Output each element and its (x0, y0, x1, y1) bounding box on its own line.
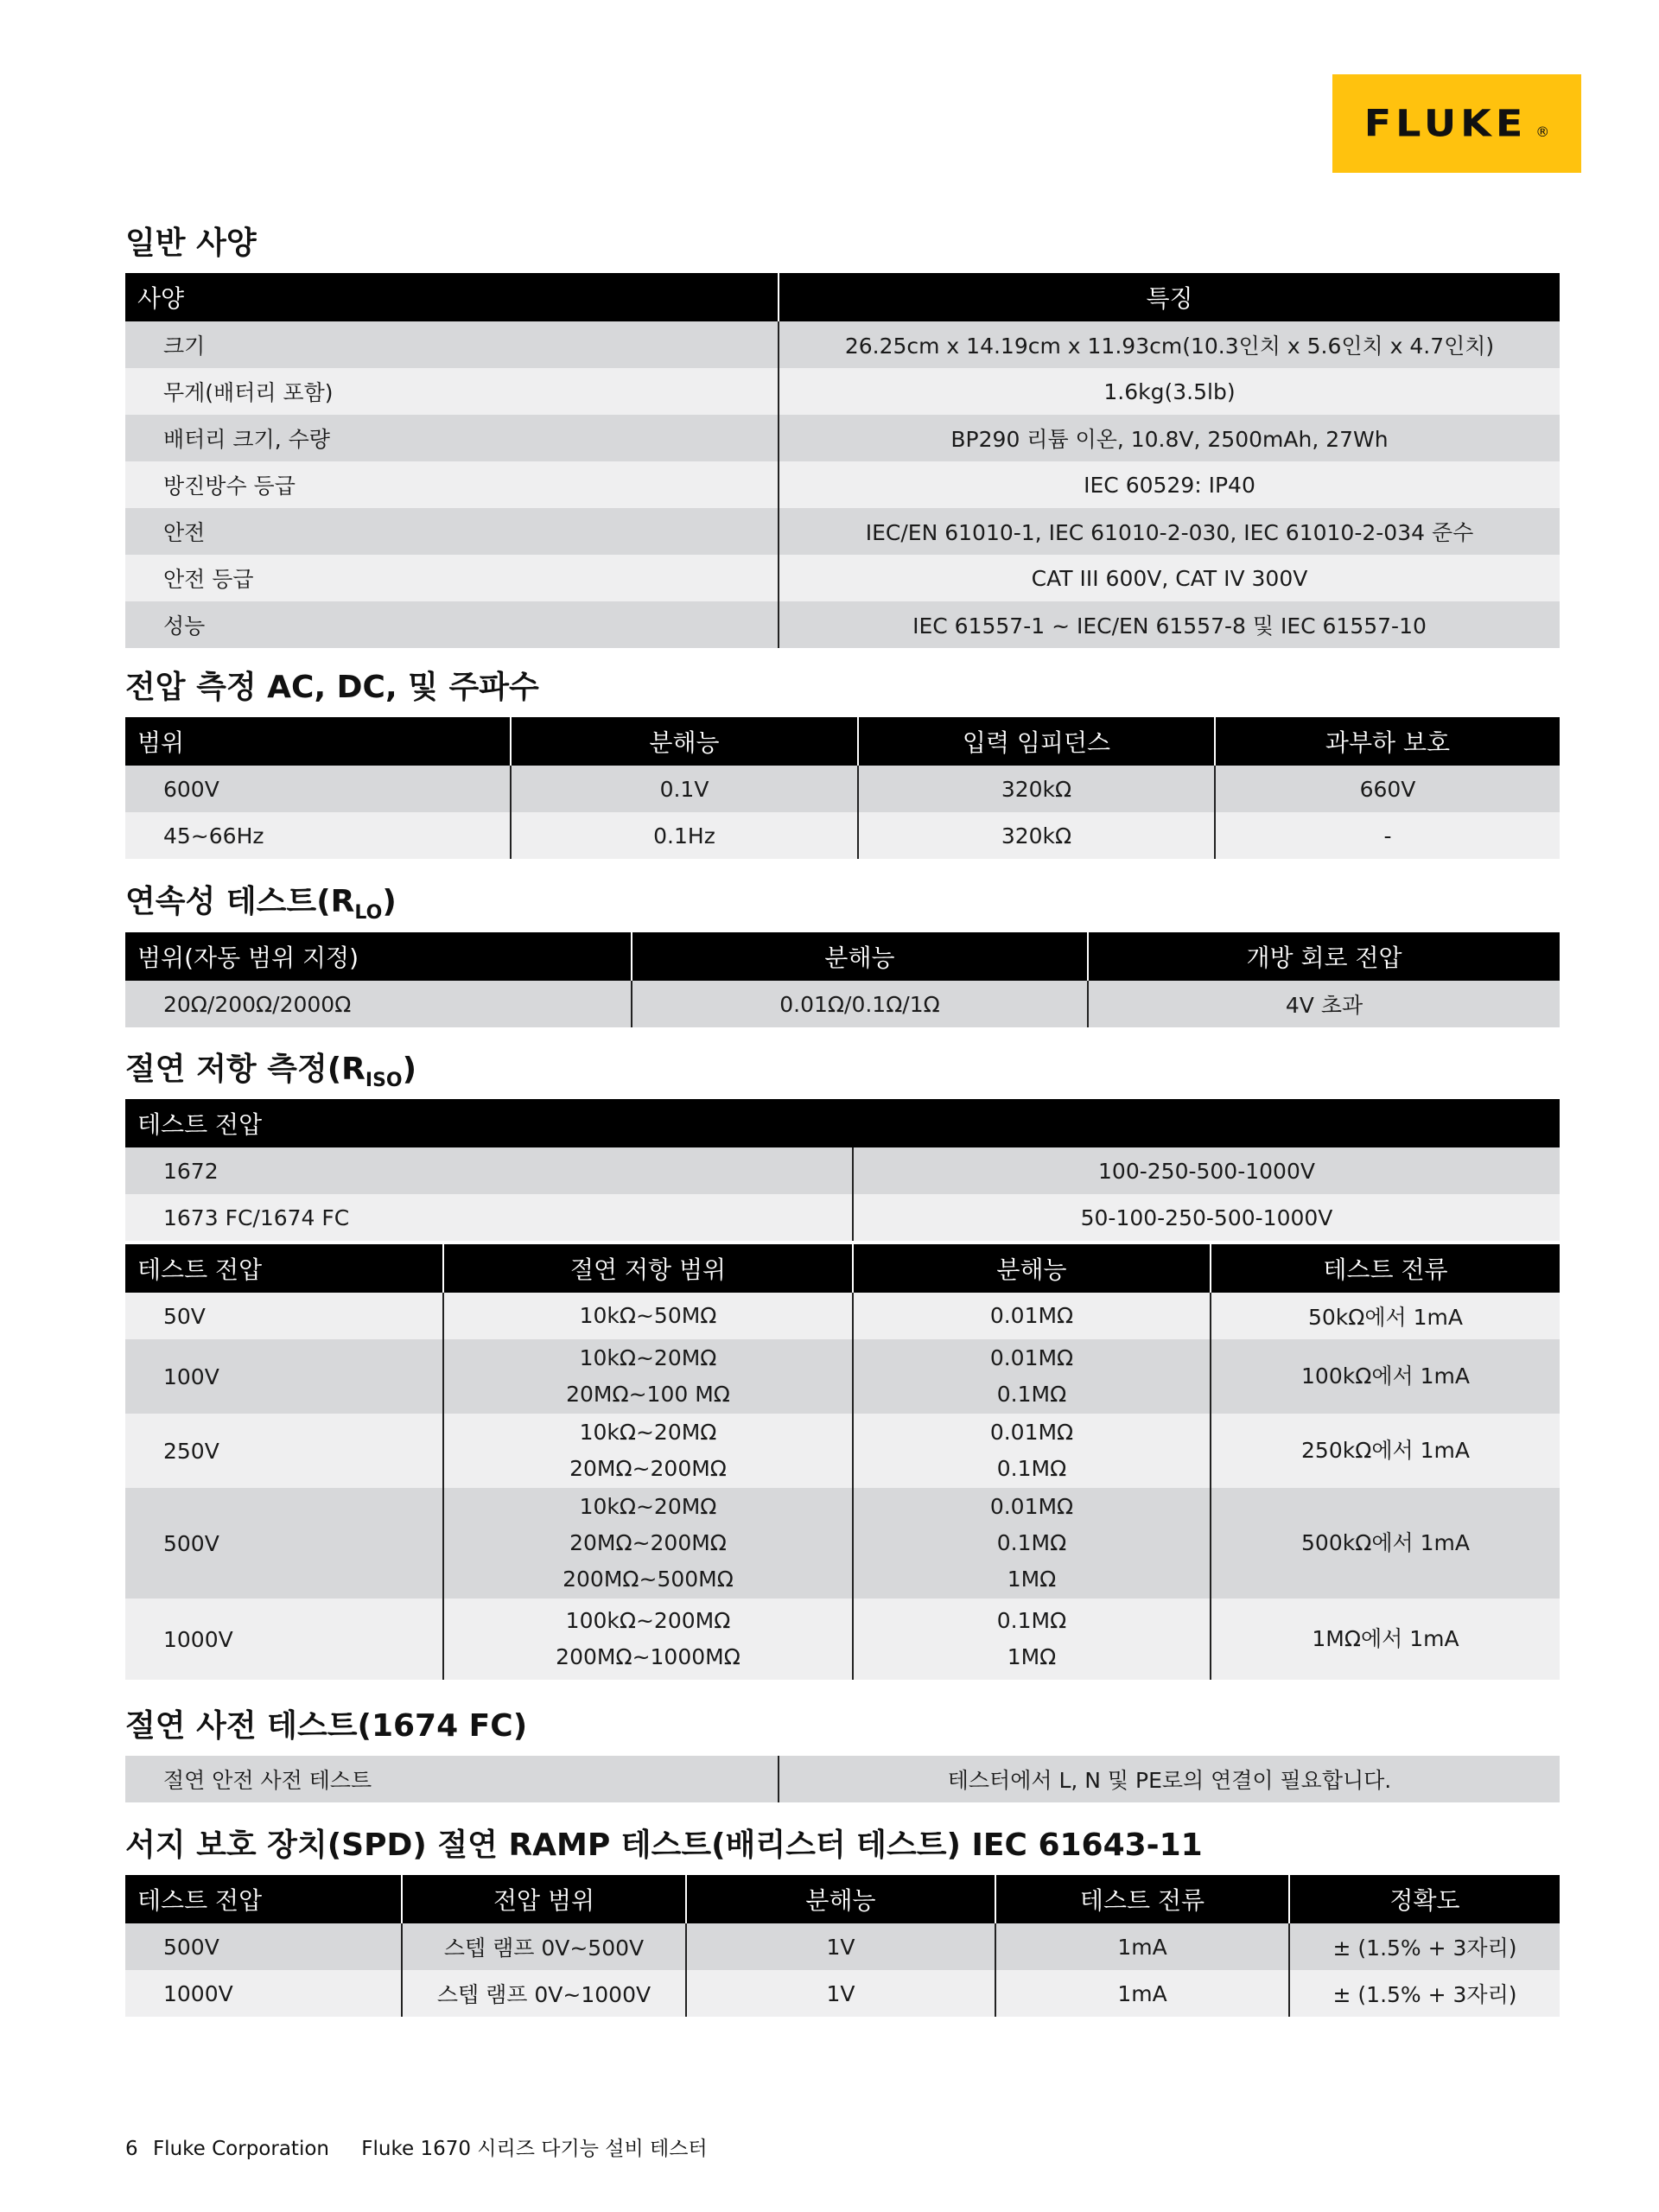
column-header: 분해능 (686, 1875, 995, 1923)
test-current: 50kΩ에서 1mA (1211, 1293, 1560, 1339)
cell: 스텝 램프 0V~500V (402, 1923, 686, 1970)
table-row (125, 1488, 1560, 1599)
column-header: 분해능 (511, 717, 858, 766)
title-end: ) (402, 1052, 417, 1087)
resolution-cell (853, 1293, 1211, 1339)
column-header: 테스트 전압 (125, 1244, 443, 1293)
column-header: 전압 범위 (402, 1875, 686, 1923)
column-header: 과부하 보호 (1215, 717, 1560, 766)
table-header-row (125, 932, 1560, 981)
table-row (125, 1756, 1560, 1802)
table-header-row (125, 1875, 1560, 1923)
cell: ± (1.5% + 3자리) (1289, 1970, 1560, 2017)
spec-name: 크기 (125, 321, 779, 368)
cell: 45~66Hz (125, 812, 511, 859)
cell: 0.1Hz (511, 812, 858, 859)
title-end: ) (382, 884, 397, 919)
cell: 1V (686, 1970, 995, 2017)
range-cell (443, 1599, 853, 1680)
spec-name: 무게(배터리 포함) (125, 368, 779, 415)
general-specs-table (125, 273, 1560, 648)
spec-value: IEC 60529: IP40 (779, 461, 1560, 508)
test-voltage: 250V (125, 1414, 443, 1488)
voltage-title: 전압 측정 AC, DC, 및 주파수 (125, 670, 539, 705)
column-header: 개방 회로 전압 (1088, 932, 1560, 981)
table-row (125, 321, 1560, 368)
cell: ± (1.5% + 3자리) (1289, 1923, 1560, 1970)
title-text: 연속성 테스트(R (125, 884, 355, 919)
range-cell (443, 1293, 853, 1339)
continuity-title (125, 883, 397, 932)
cell: 600V (125, 766, 511, 812)
cell: 0.01Ω/0.1Ω/1Ω (632, 981, 1088, 1027)
column-header: 범위 (125, 717, 511, 766)
cell: 320kΩ (858, 812, 1215, 859)
spec-value: 1.6kg(3.5lb) (779, 368, 1560, 415)
table-row (125, 601, 1560, 648)
table-header-row (125, 717, 1560, 766)
column-header: 입력 임피던스 (858, 717, 1215, 766)
range-cell (443, 1339, 853, 1414)
table-header-row (125, 1099, 1560, 1147)
cell: 320kΩ (858, 766, 1215, 812)
table-row (125, 368, 1560, 415)
cell: 1000V (125, 1970, 402, 2017)
column-header: 분해능 (632, 932, 1088, 981)
model-voltages: 50-100-250-500-1000V (853, 1194, 1560, 1241)
table-row (125, 1923, 1560, 1970)
voltage-table (125, 717, 1560, 859)
logo-text: FLUKE (1363, 102, 1528, 145)
range-value: 20MΩ~100 MΩ (566, 1382, 730, 1407)
resolution-value: 0.1MΩ (996, 1608, 1067, 1633)
range-value: 10kΩ~20MΩ (579, 1420, 717, 1445)
insulation-model-table (125, 1099, 1560, 1241)
resolution-cell (853, 1414, 1211, 1488)
range-value: 200MΩ~500MΩ (563, 1567, 734, 1592)
test-current-cell (1211, 1599, 1560, 1680)
test-current: 250kΩ에서 1mA (1301, 1438, 1470, 1463)
test-current: 100kΩ에서 1mA (1301, 1363, 1470, 1389)
table-row (125, 415, 1560, 461)
spec-value: CAT III 600V, CAT IV 300V (779, 555, 1560, 601)
table-row (125, 766, 1560, 812)
spec-name: 배터리 크기, 수량 (125, 415, 779, 461)
resolution-cell (853, 1339, 1211, 1414)
test-current: 500kΩ에서 1mA (1301, 1530, 1470, 1555)
test-voltage: 50V (125, 1293, 443, 1339)
table-row (125, 555, 1560, 601)
cell: 1mA (995, 1970, 1289, 2017)
resolution-value: 0.01MΩ (989, 1303, 1074, 1328)
table-row (125, 1293, 1560, 1339)
range-cell (443, 1414, 853, 1488)
table-header-row (125, 273, 1560, 321)
test-voltage: 1000V (125, 1599, 443, 1680)
spec-name: 성능 (125, 601, 779, 648)
title-text: 절연 저항 측정(R (125, 1052, 365, 1087)
cell: 4V 초과 (1088, 981, 1560, 1027)
resolution-value: 1MΩ (1007, 1644, 1057, 1669)
spec-name: 방진방수 등급 (125, 461, 779, 508)
cell: 500V (125, 1923, 402, 1970)
cell: 스텝 램프 0V~1000V (402, 1970, 686, 2017)
column-header: 특징 (779, 273, 1560, 321)
table-row (125, 1970, 1560, 2017)
spd-title: 서지 보호 장치(SPD) 절연 RAMP 테스트(배리스터 테스트) IEC 61643-11 (125, 1827, 1203, 1863)
column-header: 분해능 (853, 1244, 1211, 1293)
cell: 0.1V (511, 766, 858, 812)
range-value: 20MΩ~200MΩ (569, 1530, 727, 1555)
table-row (125, 1414, 1560, 1488)
resolution-value: 0.01MΩ (989, 1420, 1074, 1445)
model-voltages: 100-250-500-1000V (853, 1147, 1560, 1194)
cell: 1mA (995, 1923, 1289, 1970)
insulation-title (125, 1051, 416, 1100)
footer-company: Fluke Corporation (152, 2138, 329, 2160)
test-current-cell (1211, 1414, 1560, 1488)
model-name: 1672 (125, 1147, 853, 1194)
table-row (125, 1599, 1560, 1680)
table-row (125, 981, 1560, 1027)
test-current-cell (1211, 1339, 1560, 1414)
insulation-range-table (125, 1244, 1560, 1680)
range-value: 100kΩ~200MΩ (565, 1608, 731, 1633)
resolution-cell (853, 1599, 1211, 1680)
pretest-table (125, 1756, 1560, 1802)
resolution-value: 0.01MΩ (989, 1345, 1074, 1370)
resolution-cell (853, 1488, 1211, 1599)
resolution-value: 0.01MΩ (989, 1494, 1074, 1519)
range-value: 10kΩ~20MΩ (579, 1494, 717, 1519)
spec-value: BP290 리튬 이온, 10.8V, 2500mAh, 27Wh (779, 415, 1560, 461)
column-header: 범위(자동 범위 지정) (125, 932, 632, 981)
spec-value: IEC/EN 61010-1, IEC 61010-2-030, IEC 61010-2-034 준수 (779, 508, 1560, 555)
model-name: 1673 FC/1674 FC (125, 1194, 853, 1241)
continuity-table (125, 932, 1560, 1027)
range-value: 20MΩ~200MΩ (569, 1456, 727, 1481)
table-row (125, 1147, 1560, 1194)
column-header: 테스트 전압 (125, 1099, 1560, 1147)
spec-value: 26.25cm x 14.19cm x 11.93cm(10.3인치 x 5.6인치 x 4.7인치) (779, 321, 1560, 368)
cell: 테스터에서 L, N 및 PE로의 연결이 필요합니다. (779, 1756, 1560, 1802)
fluke-logo (1332, 74, 1581, 173)
column-header: 테스트 전류 (1211, 1244, 1560, 1293)
spec-name: 안전 (125, 508, 779, 555)
pretest-title: 절연 사전 테스트(1674 FC) (125, 1708, 528, 1744)
test-current-cell (1211, 1488, 1560, 1599)
resolution-value: 0.1MΩ (996, 1382, 1067, 1407)
column-header: 테스트 전류 (995, 1875, 1289, 1923)
table-row (125, 812, 1560, 859)
page-footer (125, 2133, 708, 2161)
column-header: 정확도 (1289, 1875, 1560, 1923)
range-value: 200MΩ~1000MΩ (556, 1644, 741, 1669)
cell: - (1215, 812, 1560, 859)
general-specs-title: 일반 사양 (125, 226, 257, 261)
range-value: 10kΩ~50MΩ (579, 1303, 717, 1328)
table-row (125, 461, 1560, 508)
cell: 20Ω/200Ω/2000Ω (125, 981, 632, 1027)
column-header: 테스트 전압 (125, 1875, 402, 1923)
range-cell (443, 1488, 853, 1599)
page-number: 6 (125, 2138, 138, 2160)
table-row (125, 1339, 1560, 1414)
test-voltage: 500V (125, 1488, 443, 1599)
registered-mark: ® (1535, 123, 1550, 140)
title-subscript: ISO (365, 1070, 403, 1091)
resolution-value: 1MΩ (1007, 1567, 1057, 1592)
test-voltage: 100V (125, 1339, 443, 1414)
spd-table (125, 1875, 1560, 2017)
test-current: 1MΩ에서 1mA (1312, 1626, 1459, 1651)
cell: 660V (1215, 766, 1560, 812)
range-value: 10kΩ~20MΩ (579, 1345, 717, 1370)
table-header-row (125, 1244, 1560, 1293)
resolution-value: 0.1MΩ (996, 1456, 1067, 1481)
title-subscript: LO (354, 902, 383, 924)
table-row (125, 1194, 1560, 1241)
column-header: 절연 저항 범위 (443, 1244, 853, 1293)
cell: 1V (686, 1923, 995, 1970)
resolution-value: 0.1MΩ (996, 1530, 1067, 1555)
footer-doc-title: Fluke 1670 시리즈 다기능 설비 테스터 (361, 2138, 708, 2160)
spec-name: 안전 등급 (125, 555, 779, 601)
spec-value: IEC 61557-1 ~ IEC/EN 61557-8 및 IEC 61557-10 (779, 601, 1560, 648)
column-header: 사양 (125, 273, 779, 321)
cell: 절연 안전 사전 테스트 (125, 1756, 779, 1802)
table-row (125, 508, 1560, 555)
